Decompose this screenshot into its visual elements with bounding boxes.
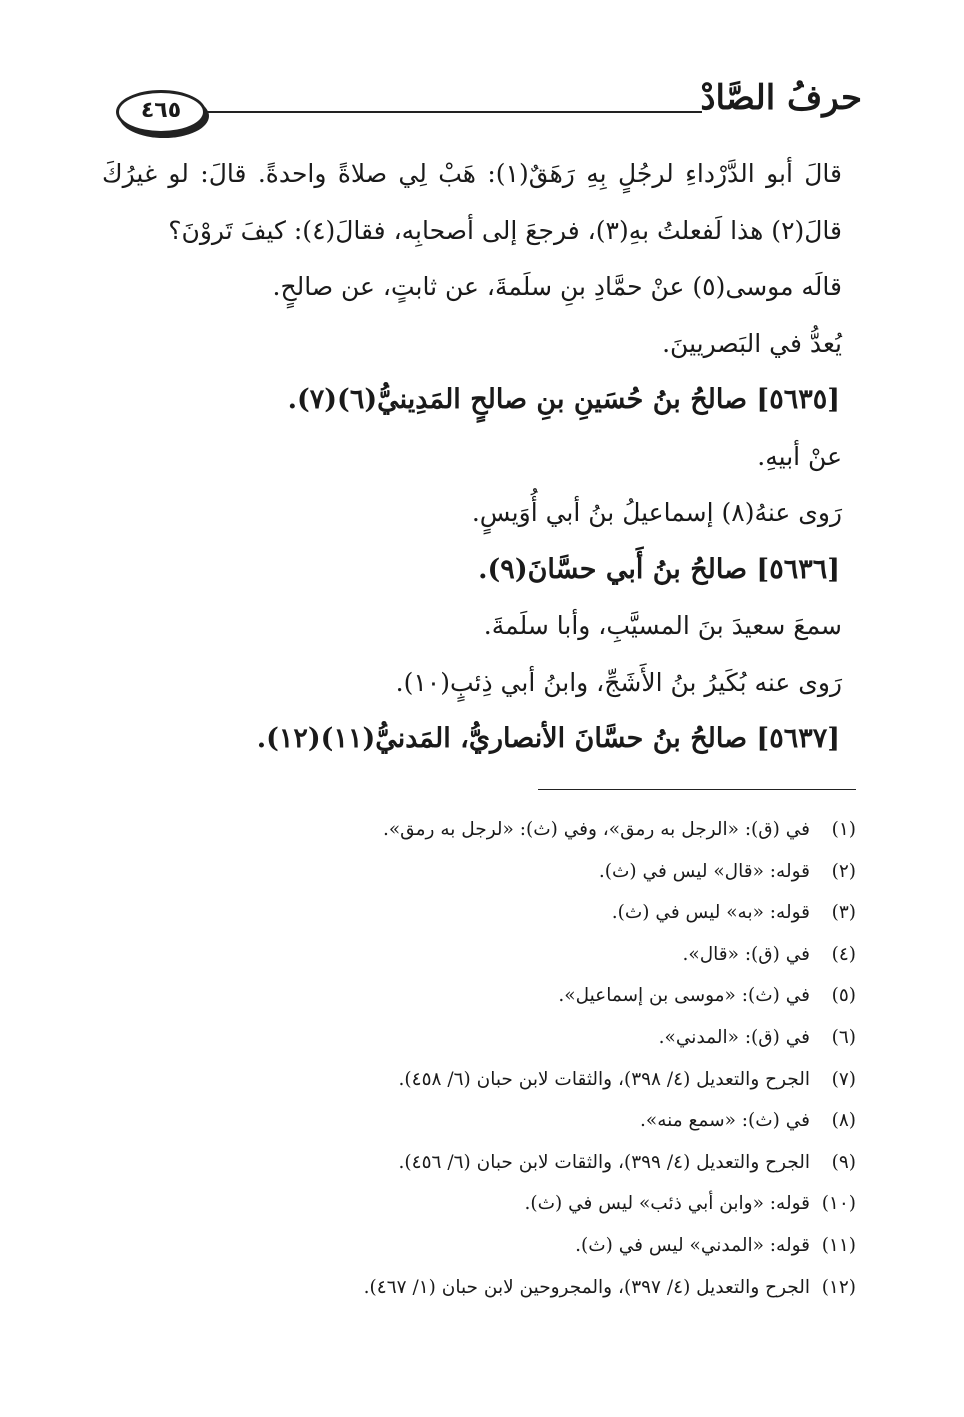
footnote-text: الجرح والتعديل (٤/ ٣٩٧)، والمجروحين لابن حبان (١/ ٤٦٧).	[363, 1276, 810, 1298]
entry-heading: [٥٦٣٥] صالحُ بنُ حُسَينِ بنِ صالحٍ المَدِينيُّ(٦)(٧).	[287, 384, 840, 415]
footnote-text: قوله: «المدني» ليس في (ث).	[575, 1234, 810, 1256]
footnote-text: في (ث): «سمع منه».	[640, 1110, 810, 1132]
text-line: قالَ(٢) هذا لَفعلتُ بهِ(٣)، فرجعَ إلى أصحابِه، فقالَ(٤): كيفَ تَروْنَ؟	[168, 215, 842, 245]
text-line: عنْ أبيهِ.	[757, 441, 842, 471]
footnote-text: الجرح والتعديل (٤/ ٣٩٩)، والثقات لابن حبان (٦/ ٤٥٦).	[398, 1151, 810, 1173]
footnote-text: قوله: «به» ليس في (ث).	[611, 902, 810, 924]
footnote	[256, 1229, 856, 1271]
footnote-number: (٥)	[831, 985, 856, 1007]
footnote	[256, 938, 856, 980]
footnote	[256, 896, 856, 938]
footnote-text: الجرح والتعديل (٤/ ٣٩٨)، والثقات لابن حبان (٦/ ٤٥٨).	[398, 1068, 810, 1090]
entry-heading: [٥٦٣٧] صالحُ بنُ حسَّانَ الأنصاريُّ، المَدنيُّ(١١)(١٢).	[256, 723, 840, 754]
footnote	[256, 1021, 856, 1063]
footnote-number: (١٠)	[821, 1193, 856, 1215]
footnote-number: (٢)	[831, 860, 856, 882]
entry-heading: [٥٦٣٦] صالحُ بنُ أَبي حسَّانَ(٩).	[478, 553, 840, 585]
footnote-number: (٧)	[831, 1068, 856, 1090]
text-line: قالَه موسى(٥) عنْ حمَّادِ بنِ سلَمةَ، عن ثابتٍ، عن صالحٍ.	[272, 272, 842, 301]
main-text	[102, 146, 842, 768]
page-number-badge: ٤٦٥	[116, 90, 206, 134]
footnote-text: في (ق): «المدني».	[658, 1026, 810, 1048]
footnotes	[256, 813, 856, 1312]
footnote-number: (١٢)	[821, 1276, 856, 1298]
header-rule	[196, 111, 702, 113]
footnote-text: في (ق): «الرجل به رمق»، وفي (ث): «لرجل به رمق».	[382, 819, 810, 840]
footnote-text: في (ق): «قال».	[682, 943, 810, 965]
text-line: رَوى عنهُ(٨) إسماعيلُ بنُ أبي أُوَيسٍ.	[471, 498, 842, 527]
footnote-text: قوله: «قال» ليس في (ث).	[598, 860, 810, 882]
footnote-number: (٣)	[831, 902, 856, 924]
footnote	[256, 1104, 856, 1146]
footnote-text: في (ث): «موسى بن إسماعيل».	[558, 985, 810, 1007]
footnote-text: قوله: «وابن أبي ذئب» ليس في (ث).	[524, 1193, 810, 1215]
footnote	[256, 1187, 856, 1229]
running-title: حرفُ الصَّادْ	[700, 78, 862, 118]
footnote-number: (١١)	[821, 1234, 856, 1256]
footnote-number: (٩)	[831, 1151, 856, 1173]
footnote	[256, 855, 856, 897]
footnote-separator	[538, 789, 856, 790]
footnote-number: (٤)	[831, 943, 856, 965]
footnote-number: (٨)	[831, 1110, 856, 1132]
text-line: قالَ أبو الدَّرْداءِ لرجُلٍ بِهِ رَهَقٌ(١): هَبْ لِي صلاةً واحدةً. قالَ: لو غيرُكَ	[102, 159, 842, 188]
text-line: يُعدُّ في البَصريينَ.	[662, 328, 842, 358]
footnote	[256, 979, 856, 1021]
footnote	[256, 1146, 856, 1188]
page-header	[112, 78, 862, 138]
footnote-number: (٦)	[831, 1026, 856, 1048]
footnote	[256, 813, 856, 855]
footnote	[256, 1271, 856, 1313]
text-line: سمعَ سعيدَ بنَ المسيَّبِ، وأبا سلَمةَ.	[483, 611, 842, 640]
text-line: رَوى عنه بُكَيرُ بنُ الأَشَجِّ، وابنُ أبي ذِئبٍ(١٠).	[395, 667, 842, 697]
footnote	[256, 1063, 856, 1105]
footnote-number: (١)	[831, 819, 856, 840]
